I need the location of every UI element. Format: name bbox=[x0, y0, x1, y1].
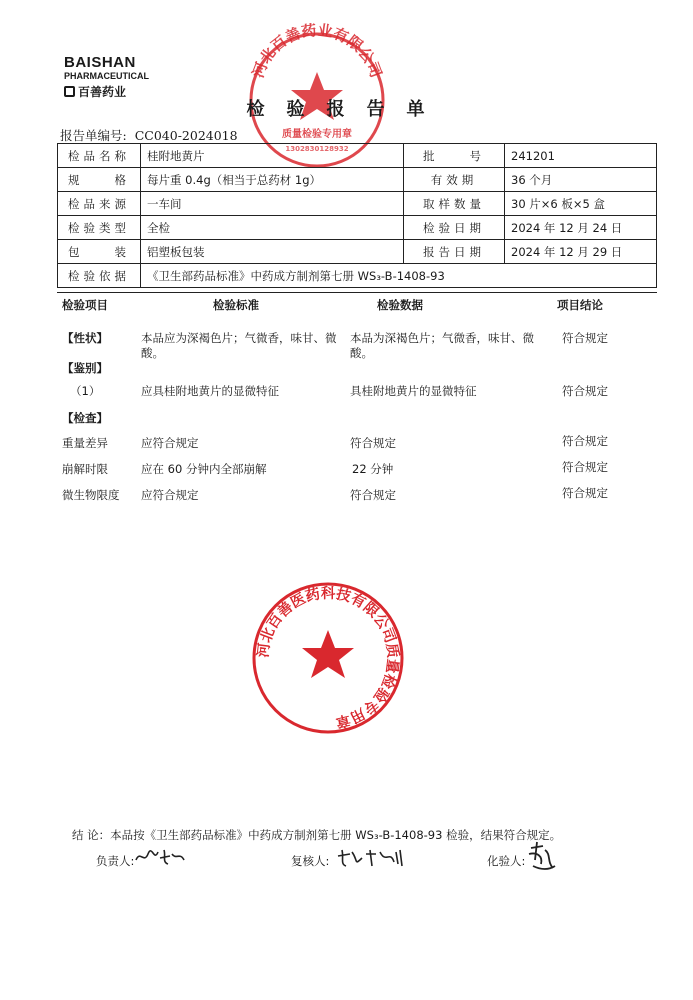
logo-en-line2: PHARMACEUTICAL bbox=[64, 71, 149, 81]
bottom-quality-stamp bbox=[248, 578, 408, 738]
source-value: 一车间 bbox=[141, 192, 404, 216]
package-value: 铝塑板包装 bbox=[141, 240, 404, 264]
product-value: 桂附地黄片 bbox=[141, 144, 404, 168]
responsible-signature bbox=[134, 846, 186, 868]
col-head-conclusion: 项目结论 bbox=[557, 298, 603, 312]
spec-label: 规 格 bbox=[58, 168, 141, 192]
result-conclusion: 符合规定 bbox=[562, 331, 608, 345]
info-row bbox=[58, 240, 657, 264]
info-row bbox=[58, 264, 657, 288]
result-item: 【检查】 bbox=[62, 411, 108, 425]
sample-value: 30 片×6 板×5 盒 bbox=[505, 192, 657, 216]
report-number-value: CC040-2024018 bbox=[134, 128, 238, 143]
responsible-label: 负责人: bbox=[96, 854, 135, 868]
page-title: 检验报告单 bbox=[246, 99, 447, 120]
info-row bbox=[58, 216, 657, 240]
result-item: 【鉴别】 bbox=[62, 361, 108, 375]
result-item: 微生物限度 bbox=[62, 488, 120, 502]
source-label: 检品来源 bbox=[58, 192, 141, 216]
result-standard: 本品应为深褐色片；气微香，味甘、微酸。 bbox=[141, 331, 337, 360]
batch-label: 批 号 bbox=[404, 144, 505, 168]
result-conclusion: 符合规定 bbox=[562, 434, 608, 448]
result-data: 本品为深褐色片；气微香，味甘、微酸。 bbox=[350, 331, 534, 360]
logo-cn: 百善药业 bbox=[78, 85, 127, 99]
logo-en-line1: BAISHAN bbox=[64, 54, 136, 71]
result-item: 【性状】 bbox=[62, 331, 108, 345]
expiry-label: 有效期 bbox=[404, 168, 505, 192]
top-stamp-inner-text: 质量检验专用章 bbox=[282, 129, 352, 140]
conclusion-text: 结 论：本品按《卫生部药品标准》中药成方制剂第七册 WS₃-B-1408-93 检验，结果符合规定。 bbox=[72, 828, 562, 842]
divider bbox=[57, 292, 657, 293]
reviewer-label: 复核人: bbox=[291, 854, 330, 868]
result-conclusion: 符合规定 bbox=[562, 384, 608, 398]
result-conclusion: 符合规定 bbox=[562, 460, 608, 474]
report-number bbox=[60, 126, 238, 144]
info-row bbox=[58, 192, 657, 216]
result-data: 具桂附地黄片的显微特征 bbox=[350, 384, 477, 398]
batch-value: 241201 bbox=[505, 144, 657, 168]
result-data: 符合规定 bbox=[350, 488, 396, 502]
package-label: 包 装 bbox=[58, 240, 141, 264]
test-date-label: 检验日期 bbox=[404, 216, 505, 240]
col-head-data: 检验数据 bbox=[377, 298, 423, 312]
info-row bbox=[58, 168, 657, 192]
type-label: 检验类型 bbox=[58, 216, 141, 240]
top-stamp-ring-text: 河北百善药业有限公司 bbox=[248, 21, 386, 81]
result-standard: 应符合规定 bbox=[141, 436, 199, 450]
info-table bbox=[57, 143, 657, 288]
product-label: 检品名称 bbox=[58, 144, 141, 168]
result-standard: 应具桂附地黄片的显微特征 bbox=[141, 384, 279, 398]
tester-signature bbox=[527, 840, 557, 874]
spec-value: 每片重 0.4g（相当于总药材 1g） bbox=[141, 168, 404, 192]
col-head-item: 检验项目 bbox=[62, 298, 108, 312]
col-head-standard: 检验标准 bbox=[213, 298, 259, 312]
report-date-value: 2024 年 12 月 29 日 bbox=[505, 240, 657, 264]
svg-text:河北百善药业有限公司 bbox=[249, 21, 385, 80]
test-date-value: 2024 年 12 月 24 日 bbox=[505, 216, 657, 240]
report-date-label: 报告日期 bbox=[404, 240, 505, 264]
expiry-value: 36 个月 bbox=[505, 168, 657, 192]
result-standard: 应在 60 分钟内全部崩解 bbox=[141, 462, 267, 476]
result-standard: 应符合规定 bbox=[141, 488, 199, 502]
basis-label: 检验依据 bbox=[58, 264, 141, 288]
reviewer-signature bbox=[336, 846, 406, 870]
bottom-stamp-ring-text: 河北百善医药科技有限公司质量检验专用章 bbox=[255, 585, 401, 730]
result-item: 重量差异 bbox=[62, 436, 108, 450]
result-data: 符合规定 bbox=[350, 436, 396, 450]
result-item: （1） bbox=[70, 384, 101, 398]
report-number-label: 报告单编号: bbox=[60, 128, 127, 143]
stamp-star-icon bbox=[302, 630, 354, 678]
result-item: 崩解时限 bbox=[62, 462, 108, 476]
tester-label: 化验人: bbox=[487, 854, 526, 868]
result-data: 22 分钟 bbox=[352, 462, 394, 476]
type-value: 全检 bbox=[141, 216, 404, 240]
info-row bbox=[58, 144, 657, 168]
top-stamp-code: 1302830128932 bbox=[285, 145, 349, 153]
basis-value: 《卫生部药品标准》中药成方制剂第七册 WS₃-B-1408-93 bbox=[141, 264, 657, 288]
result-conclusion: 符合规定 bbox=[562, 486, 608, 500]
company-logo bbox=[64, 55, 149, 100]
sample-label: 取样数量 bbox=[404, 192, 505, 216]
